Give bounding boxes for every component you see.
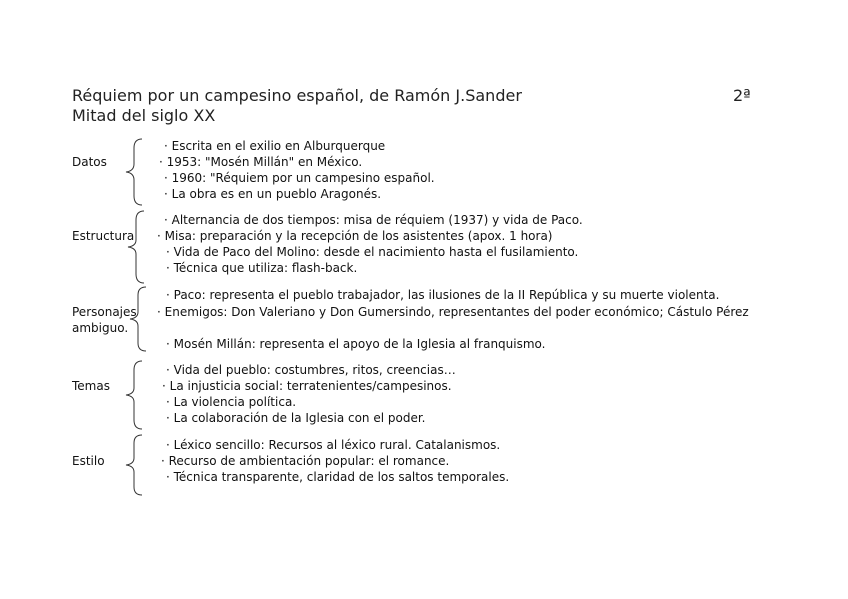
document-title: Réquiem por un campesino español, de Ramón J.Sander <box>72 86 522 105</box>
brace-estilo <box>122 434 146 498</box>
section-label-estilo: Estilo <box>72 454 105 468</box>
datos-item-1: · Escrita en el exilio en Alburquerque <box>164 139 386 153</box>
temas-item-1: · Vida del pueblo: costumbres, ritos, creencias… <box>166 363 456 377</box>
temas-item-2: · La injusticia social: terratenientes/campesinos. <box>162 379 452 393</box>
estilo-item-2: · Recurso de ambientación popular: el romance. <box>161 454 450 468</box>
estructura-item-4: · Técnica que utiliza: flash-back. <box>166 261 358 275</box>
temas-item-3: · La violencia política. <box>166 395 297 409</box>
brace-estructura <box>124 210 148 286</box>
document-subtitle: Mitad del siglo XX <box>72 106 216 125</box>
estructura-item-2: · Misa: preparación y la recepción de los asistentes (apox. 1 hora) <box>157 229 553 243</box>
datos-item-4: · La obra es en un pueblo Aragonés. <box>164 187 382 201</box>
brace-personajes <box>126 286 150 354</box>
brace-datos <box>122 138 146 208</box>
personajes-continuation: ambiguo. <box>72 321 129 335</box>
estilo-item-1: · Léxico sencillo: Recursos al léxico rural. Catalanismos. <box>166 438 501 452</box>
datos-item-3: · 1960: "Réquiem por un campesino español. <box>164 171 435 185</box>
personajes-item-3: · Mosén Millán: representa el apoyo de la Iglesia al franquismo. <box>166 337 546 351</box>
brace-temas <box>122 360 146 432</box>
section-label-estructura: Estructura <box>72 229 135 243</box>
temas-item-4: · La colaboración de la Iglesia con el poder. <box>166 411 426 425</box>
personajes-item-2: · Enemigos: Don Valeriano y Don Gumersindo, representantes del poder económico; Cástulo Pérez <box>157 305 749 319</box>
estilo-item-3: · Técnica transparente, claridad de los saltos temporales. <box>166 470 510 484</box>
section-label-personajes: Personajes <box>72 305 137 319</box>
section-label-temas: Temas <box>72 379 110 393</box>
estructura-item-3: · Vida de Paco del Molino: desde el nacimiento hasta el fusilamiento. <box>166 245 579 259</box>
datos-item-2: · 1953: "Mosén Millán" en México. <box>159 155 363 169</box>
estructura-item-1: · Alternancia de dos tiempos: misa de réquiem (1937) y vida de Paco. <box>164 213 583 227</box>
personajes-item-1: · Paco: representa el pueblo trabajador, las ilusiones de la II República y su muerte violenta. <box>166 288 720 302</box>
page-number-label: 2ª <box>733 86 751 105</box>
section-label-datos: Datos <box>72 155 107 169</box>
